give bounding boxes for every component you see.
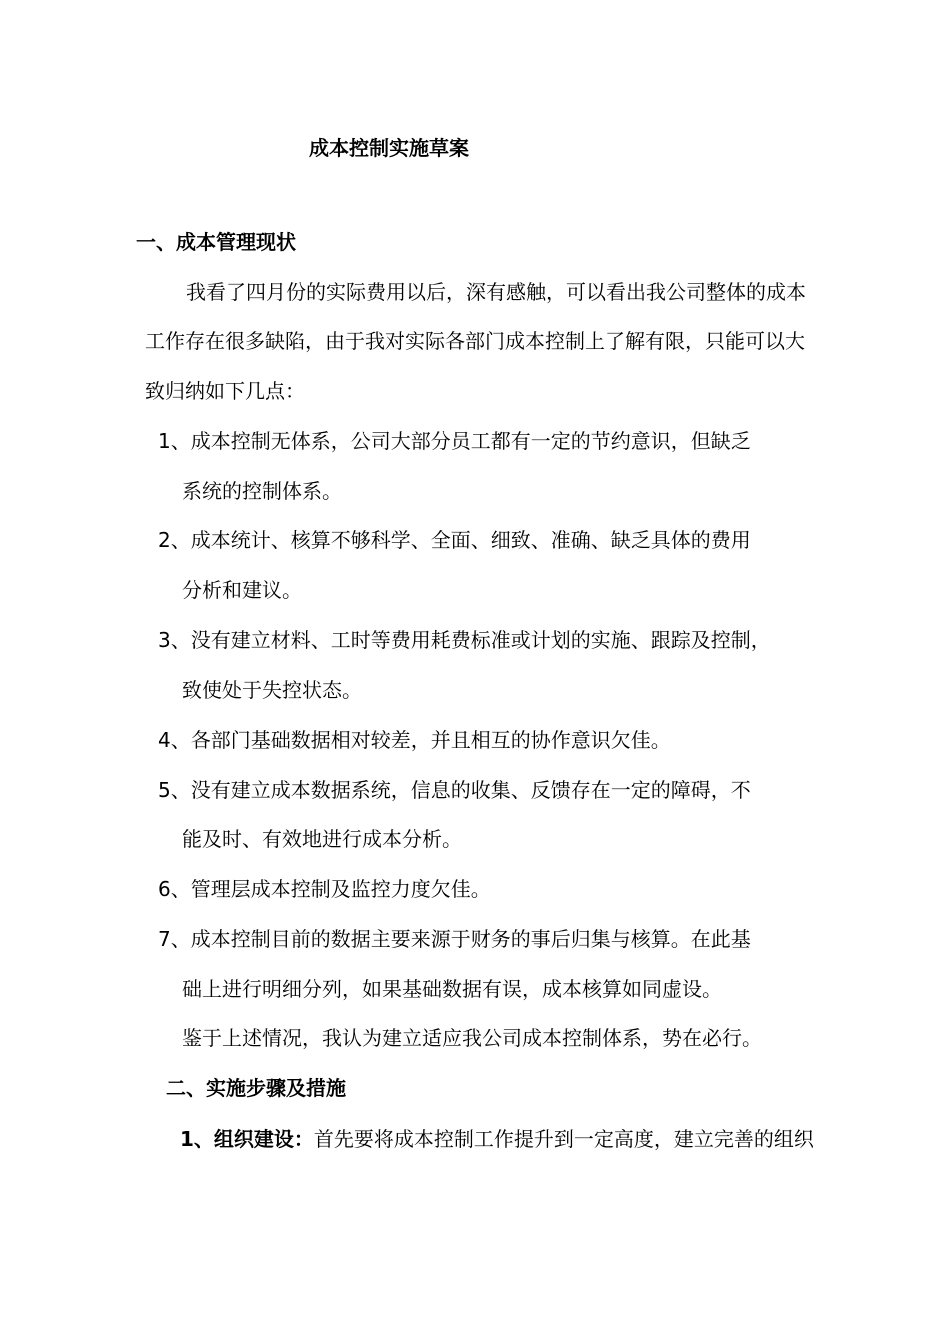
step-item-1: [180, 1126, 814, 1152]
list-item-3-line-2: 致使处于失控状态。: [182, 678, 362, 702]
list-item-7-line-1: 7、成本控制目前的数据主要来源于财务的事后归集与核算。在此基: [158, 927, 751, 951]
intro-paragraph-line: 我看了四月份的实际费用以后，深有感触，可以看出我公司整体的成本: [186, 280, 806, 304]
section-heading-1: 一、成本管理现状: [136, 230, 296, 254]
intro-paragraph-line: 致归纳如下几点：: [145, 379, 305, 403]
list-item-1-line-1: 1、成本控制无体系，公司大部分员工都有一定的节约意识，但缺乏: [158, 429, 751, 453]
list-item-2-line-1: 2、成本统计、核算不够科学、全面、细致、准确、缺乏具体的费用: [158, 528, 751, 552]
conclusion-paragraph: 鉴于上述情况，我认为建立适应我公司成本控制体系，势在必行。: [182, 1026, 762, 1050]
list-item-5-line-1: 5、没有建立成本数据系统，信息的收集、反馈存在一定的障碍，不: [158, 778, 751, 802]
section-heading-2: 二、实施步骤及措施: [166, 1076, 346, 1100]
step-item-1-label: 1、组织建设：: [180, 1127, 314, 1151]
list-item-7-line-2: 础上进行明细分列，如果基础数据有误，成本核算如同虚设。: [182, 977, 722, 1001]
list-item-6-line-1: 6、管理层成本控制及监控力度欠佳。: [158, 877, 491, 901]
list-item-3-line-1: 3、没有建立材料、工时等费用耗费标准或计划的实施、跟踪及控制，: [158, 628, 771, 652]
list-item-4-line-1: 4、各部门基础数据相对较差，并且相互的协作意识欠佳。: [158, 728, 671, 752]
list-item-2-line-2: 分析和建议。: [182, 578, 302, 602]
document-title: 成本控制实施草案: [309, 136, 469, 160]
list-item-5-line-2: 能及时、有效地进行成本分析。: [182, 827, 462, 851]
step-item-1-text: 首先要将成本控制工作提升到一定高度，建立完善的组织: [313, 1127, 814, 1151]
list-item-1-line-2: 系统的控制体系。: [182, 479, 342, 503]
intro-paragraph-line: 工作存在很多缺陷，由于我对实际各部门成本控制上了解有限，只能可以大: [145, 329, 805, 353]
